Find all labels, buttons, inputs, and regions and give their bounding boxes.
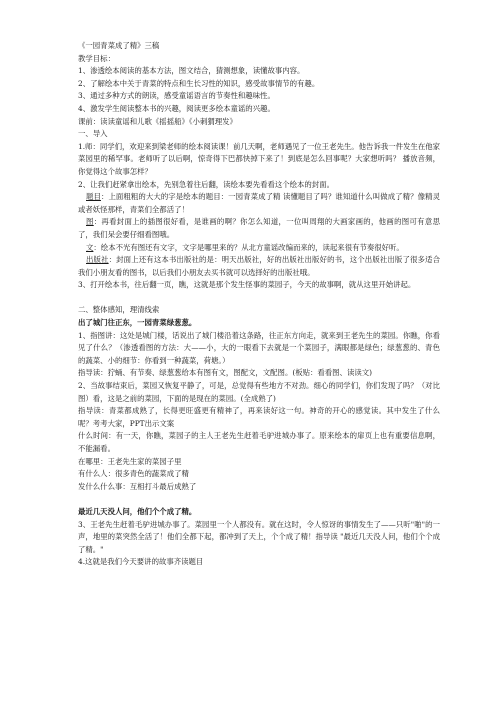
intro-paragraph-2: 2、让我们赶紧拿出绘本，先别急着往后翻，读绘本要先看看这个绘本的封面。 — [78, 179, 334, 189]
section-3-paragraph-1: 3、王老先生赶着毛驴进城办事了。菜园里一个人都没有。就在这时，令人惊讶的事情发生了——只听"啪"的一声，地里的菜突然全活了！他们全都下起，都冲到了天上，个个成了精！指导读 "最近几天没人问，他们个个成了精。" — [78, 519, 440, 554]
spacer — [78, 493, 440, 506]
publisher-paragraph — [78, 254, 440, 279]
picture-paragraph — [78, 216, 440, 241]
doc-title: 《一园青菜成了精》三稿 — [78, 41, 160, 50]
goals-label: 教学目标： — [78, 53, 115, 63]
spacer — [78, 292, 440, 305]
picture-text: ：再看封面上的插图很好看，是谁画的啊？你怎么知道，一位叫周翔的大画家画的，他画的图可有意思了，我们呆会要仔细看图哦。 — [78, 217, 440, 239]
who-line: 有什么人：很多青色的蔬菜成了精 — [78, 469, 189, 479]
section-2-paragraph-2b: 指导读：青菜都成熟了，长得更旺盛更有精神了，再来读好这一句。神奇的开心的感觉读。其中发生了什么呢？考考大家，PPT出示文案 — [78, 406, 440, 428]
section-3-paragraph-2: 4.这就是我们今天要讲的故事齐读题目 — [78, 557, 204, 567]
text-label: 文 — [86, 242, 94, 252]
section-2-title: 二、整体感知，理清线索 — [78, 305, 160, 315]
section-2-heading: 出了城门往正东，一园青菜绿葱葱。 — [78, 318, 197, 328]
intro-paragraph-1: 1.师：同学们，欢迎来到梁老师的绘本阅读课！前几天啊，老师遇见了一位王老先生。他告诉我一件发生在他家菜园里的稀罕事。老师听了以后啊，惊奇得下巴都快掉下来了！到底是怎么回事呢？大家想听吗？ 播放音频，你觉得这个故事怎样？ — [78, 141, 440, 176]
title-label: 题目 — [86, 192, 101, 202]
goal-item: 3、通过多种方式的朗读，感受童谣语言的节奏性和趣味性。 — [78, 91, 275, 101]
document-page — [78, 40, 440, 569]
section-2-paragraph-1b: 指导读：狞蛹、有节奏、绿葱葱给本有图有文，图配文，文配图。(板贴：看看图、读读文) — [78, 368, 373, 378]
section-3-heading: 最近几天没人问，他们个个成了精。 — [78, 506, 197, 516]
publisher-label: 出版社 — [86, 255, 109, 265]
section-1-title: 一、导入 — [78, 129, 108, 139]
title-text: ：上面粗粗的大大的字是绘本的题目：一园青菜成了精 读懂题目了吗？谁知道什么叫做成了精？像精灵或者妖怪那样，青菜们全都活了！ — [78, 192, 440, 214]
publisher-text: ：封面上还有这本书出版社的是：明天出版社，好的出版社出版好的书，这个出版社出版了很多适合我们小朋友看的图书，以后我们小朋友去买书就可以选择好的出版社哦。 — [78, 255, 440, 277]
section-2-paragraph-2: 2、当故事结束后，菜园又恢复平静了，可是，总觉得有些地方不对劲。细心的同学们，你们发现了吗？（对比图）看，这是之前的菜园，下面的是现在的菜园。(全成熟了) — [78, 381, 440, 403]
text-text: ：绘本不光有图还有文字，文字是哪里来的？从北方童谣改编而来的，读起来很有节奏很好听。 — [93, 242, 404, 252]
goal-item: 1、渗透绘本阅读的基本方法，图文结合，猜测想象，读懂故事内容。 — [78, 66, 305, 76]
text-paragraph — [78, 242, 440, 255]
goal-item: 4、激发学生阅读整本书的兴趣，阅读更多绘本童谣的兴趣。 — [78, 103, 275, 113]
intro-paragraph-3: 3、打开绘本书，往后翻一页，瞧，这就是那个发生怪事的菜园子，今天的故事啊，就从这里开始讲起。 — [78, 280, 416, 290]
title-paragraph — [78, 191, 440, 216]
section-2-paragraph-1: 1、指图讲：这处是城门楼，话说出了城门楼沿着这条路，往正东方向走，就来到王老先生的菜园。你瞧，你看见了什么？（渗透看图的方法：大——小，大的一眼看下去就是一个菜园子，满眼都是绿色；绿葱葱的、青色的蔬菜、小的细节：你看到一种蔬菜，荷塘。） — [78, 330, 440, 365]
what-line: 发什么什么事：互相打斗最后成熟了 — [78, 481, 197, 491]
section-2-paragraph-3: 什么时间：有一天，你瞧，菜园子的主人王老先生赶着毛驴进城办事了。原来绘本的扉页上也有重要信息啊，不能漏看。 — [78, 431, 440, 453]
class-prep: 课前：读读童谣和儿歌《摇摇船》《小刺猬理发》 — [78, 116, 237, 126]
picture-label: 图 — [86, 217, 94, 227]
goal-item: 2、了解绘本中关于青菜的特点和生长习性的知识，感受故事情节的有趣。 — [78, 78, 320, 88]
where-line: 在哪里：王老先生家的菜园子里 — [78, 456, 182, 466]
